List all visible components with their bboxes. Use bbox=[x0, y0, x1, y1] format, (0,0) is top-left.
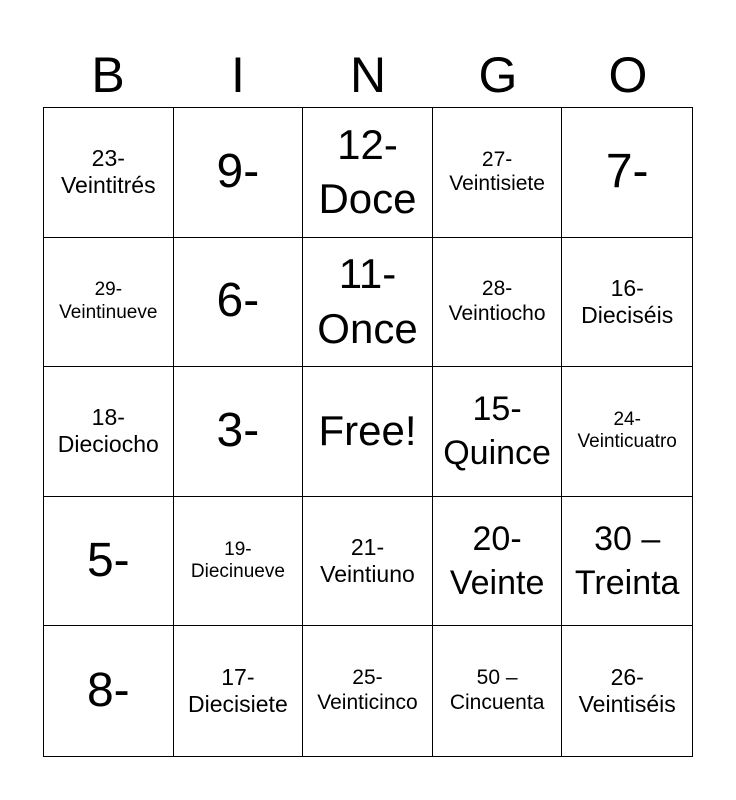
cell-label: Free! bbox=[318, 407, 417, 455]
bingo-header bbox=[43, 44, 693, 106]
free-cell[interactable] bbox=[303, 367, 433, 497]
bingo-cell[interactable] bbox=[562, 626, 692, 756]
bingo-cell[interactable] bbox=[44, 626, 174, 756]
cell-label: 18- Dieciocho bbox=[57, 404, 159, 458]
bingo-cell[interactable] bbox=[562, 497, 692, 627]
bingo-cell[interactable] bbox=[433, 238, 563, 368]
header-letter-i: I bbox=[231, 47, 245, 103]
cell-label: 7- bbox=[605, 144, 649, 198]
bingo-cell[interactable] bbox=[174, 238, 304, 368]
bingo-cell[interactable] bbox=[44, 497, 174, 627]
bingo-cell[interactable] bbox=[303, 108, 433, 238]
bingo-cell[interactable] bbox=[174, 626, 304, 756]
bingo-cell[interactable] bbox=[562, 367, 692, 497]
cell-label: 15- Quince bbox=[443, 390, 551, 473]
cell-label: 19- Diecinueve bbox=[190, 538, 285, 583]
header-letter-n: N bbox=[349, 47, 387, 103]
header-letter-g: G bbox=[478, 47, 518, 103]
bingo-cell[interactable] bbox=[562, 108, 692, 238]
cell-label: 28- Veintiocho bbox=[448, 277, 546, 325]
cell-label: 11- Once bbox=[317, 250, 418, 352]
bingo-cell[interactable] bbox=[433, 108, 563, 238]
cell-label: 50 – Cincuenta bbox=[449, 666, 545, 715]
cell-label: 26- Veintiséis bbox=[578, 664, 676, 718]
bingo-cell[interactable] bbox=[433, 367, 563, 497]
bingo-cell[interactable] bbox=[174, 367, 304, 497]
bingo-cell[interactable] bbox=[174, 497, 304, 627]
bingo-cell[interactable] bbox=[433, 626, 563, 756]
cell-label: 9- bbox=[216, 144, 260, 198]
bingo-card bbox=[43, 107, 693, 757]
cell-label: 20- Veinte bbox=[449, 519, 545, 603]
cell-label: 16- Dieciséis bbox=[581, 274, 674, 328]
cell-label: 30 – Treinta bbox=[574, 519, 680, 603]
bingo-cell[interactable] bbox=[44, 238, 174, 368]
bingo-cell[interactable] bbox=[303, 626, 433, 756]
bingo-cell[interactable] bbox=[303, 497, 433, 627]
bingo-cell[interactable] bbox=[433, 497, 563, 627]
cell-label: 23- Veintitrés bbox=[60, 145, 156, 199]
cell-label: 3- bbox=[216, 404, 260, 458]
bingo-cell[interactable] bbox=[562, 238, 692, 368]
cell-label: 8- bbox=[86, 663, 130, 717]
cell-label: 6- bbox=[216, 274, 260, 328]
bingo-cell[interactable] bbox=[44, 108, 174, 238]
header-letter-o: O bbox=[608, 47, 648, 103]
cell-label: 25- Veinticinco bbox=[317, 666, 418, 715]
cell-label: 5- bbox=[86, 533, 130, 587]
cell-label: 29- Veintinueve bbox=[59, 279, 158, 323]
cell-label: 17- Diecisiete bbox=[188, 664, 288, 718]
bingo-cell[interactable] bbox=[44, 367, 174, 497]
bingo-cell[interactable] bbox=[303, 238, 433, 368]
cell-label: 21- Veintiuno bbox=[320, 533, 415, 588]
cell-label: 24- Veinticuatro bbox=[577, 409, 677, 453]
bingo-cell[interactable] bbox=[174, 108, 304, 238]
cell-label: 12- Doce bbox=[318, 120, 417, 223]
cell-label: 27- Veintisiete bbox=[449, 147, 545, 196]
header-letter-b: B bbox=[91, 47, 125, 103]
